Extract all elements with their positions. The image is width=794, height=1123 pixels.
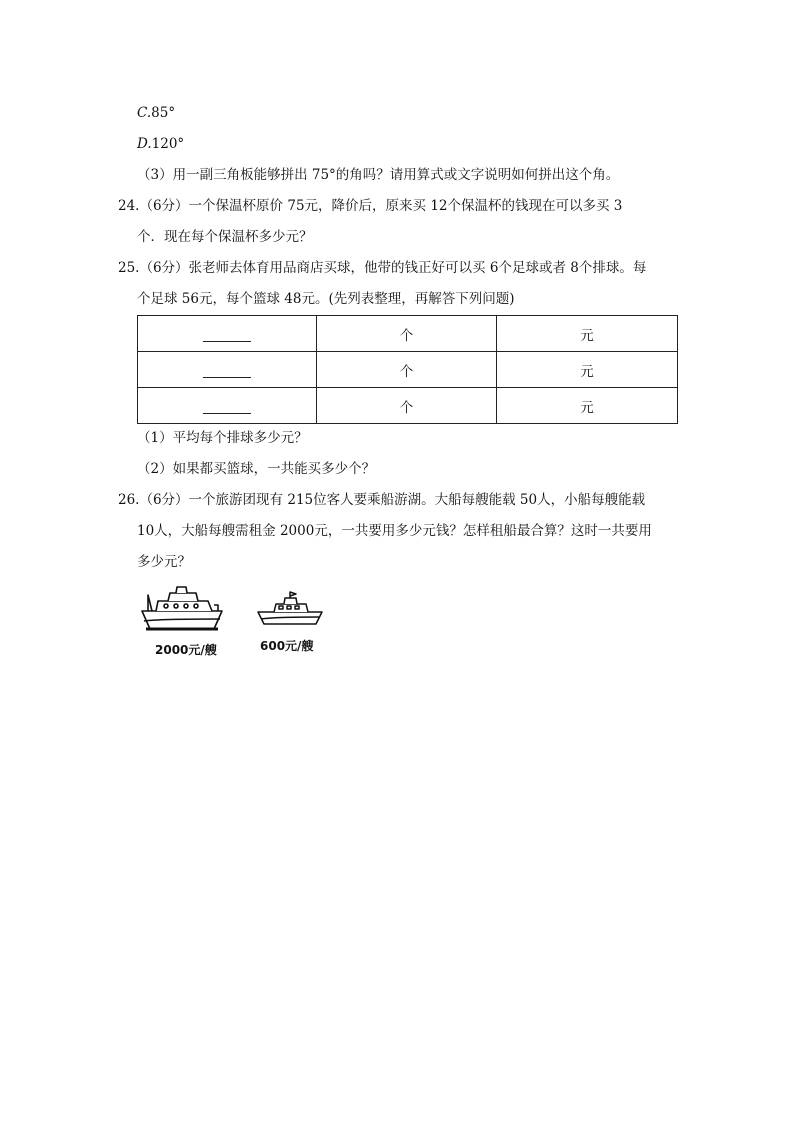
option-c-value: 85°	[151, 105, 176, 121]
option-d-value: 120°	[151, 136, 185, 152]
q25-line2: 个足球 56元，每个篮球 48元。(先列表整理，再解答下列问题)	[137, 291, 515, 307]
table-cell-blank[interactable]	[138, 316, 317, 352]
small-boat-icon	[254, 590, 326, 630]
fill-blank[interactable]	[203, 399, 251, 414]
big-boat-icon	[138, 583, 226, 635]
q25-part2: （2）如果都买篮球，一共能买多少个？	[137, 461, 376, 477]
big-boat-price: 2000元/艘	[155, 643, 217, 657]
option-c	[137, 103, 175, 123]
table-cell-price: 元	[497, 352, 678, 388]
q26-line3: 多少元？	[137, 554, 191, 570]
table-cell-count: 个	[317, 316, 497, 352]
table-cell-blank[interactable]	[138, 388, 317, 424]
table-cell-count: 个	[317, 388, 497, 424]
option-c-letter: C.	[137, 105, 152, 121]
q24-line1: 24.（6分）一个保温杯原价 75元，降价后，原来买 12个保温杯的钱现在可以多买 3	[118, 198, 623, 214]
table-cell-blank[interactable]	[138, 352, 317, 388]
table-cell-price: 元	[497, 388, 678, 424]
q25-part1: （1）平均每个排球多少元？	[137, 430, 308, 446]
q23-part3: （3）用一副三角板能够拼出 75°的角吗？请用算式或文字说明如何拼出这个角。	[137, 167, 620, 183]
option-d	[137, 134, 184, 154]
q26-line2: 10人，大船每艘需租金 2000元，一共要用多少元钱？怎样租船最合算？这时一共要用	[137, 523, 652, 539]
fill-blank[interactable]	[203, 327, 251, 342]
q24-line2: 个．现在每个保温杯多少元？	[137, 229, 313, 245]
table-row	[138, 316, 678, 352]
q26-line1: 26.（6分）一个旅游团现有 215位客人要乘船游湖。大船每艘能载 50人，小船每艘能载	[118, 492, 646, 508]
table-cell-count: 个	[317, 352, 497, 388]
table-row	[138, 352, 678, 388]
fill-blank[interactable]	[203, 363, 251, 378]
q25-line1: 25.（6分）张老师去体育用品商店买球，他带的钱正好可以买 6个足球或者 8个排球。每	[118, 260, 647, 276]
table-row	[138, 388, 678, 424]
table-cell-price: 元	[497, 316, 678, 352]
small-boat-price: 600元/艘	[260, 639, 314, 653]
organize-table	[137, 315, 678, 424]
option-d-letter: D.	[137, 136, 152, 152]
